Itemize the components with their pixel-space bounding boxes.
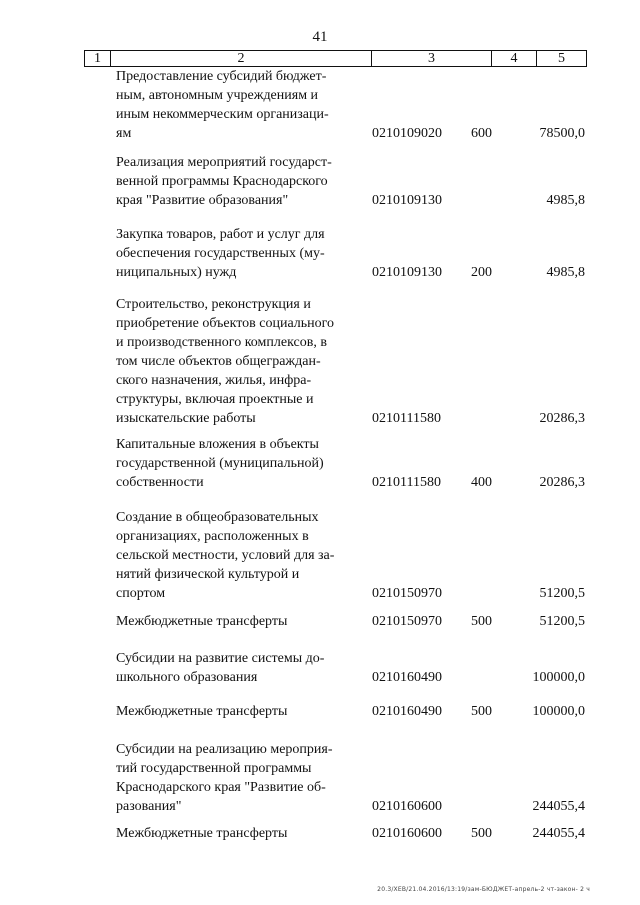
row-description xyxy=(116,295,352,428)
row-description-line: Межбюджетные трансферты xyxy=(116,704,288,719)
row-description-line: приобретение объектов социального xyxy=(116,316,335,331)
row-description xyxy=(116,740,352,816)
row-code: 0210109020 xyxy=(372,126,442,141)
row-description xyxy=(116,702,352,721)
row-amount: 20286,3 xyxy=(539,475,585,490)
row-description xyxy=(116,824,352,843)
row-amount: 244055,4 xyxy=(532,826,585,841)
row-expense-type: 200 xyxy=(471,265,492,280)
row-description-line: том числе объектов общеграждан- xyxy=(116,354,321,369)
row-description-line: Краснодарского края "Развитие об- xyxy=(116,780,326,795)
row-code: 0210150970 xyxy=(372,586,442,601)
row-description-line: обеспечения государственных (му- xyxy=(116,246,325,261)
row-code: 0210111580 xyxy=(372,475,441,490)
row-description-line: нятий физической культурой и xyxy=(116,567,300,582)
row-description-line: иным некоммерческим организаци- xyxy=(116,107,329,122)
row-amount: 51200,5 xyxy=(539,614,585,629)
row-description-line: тий государственной программы xyxy=(116,761,312,776)
row-amount: 4985,8 xyxy=(546,193,585,208)
row-code: 0210111580 xyxy=(372,411,441,426)
row-description-line: организациях, расположенных в xyxy=(116,529,309,544)
row-description-line: венной программы Краснодарского xyxy=(116,174,328,189)
row-description-line: школьного образования xyxy=(116,670,258,685)
row-description-line: Закупка товаров, работ и услуг для xyxy=(116,227,325,242)
header-col-1: 1 xyxy=(85,51,111,66)
header-col-3: 3 xyxy=(372,51,492,66)
row-description-line: структуры, включая проектные и xyxy=(116,392,314,407)
row-amount: 244055,4 xyxy=(532,799,585,814)
footer-stamp: 20.3/XEB/21.04.2016/13:19/зам-БЮДЖЕТ-апрель-2 чт-закон- 2 ч xyxy=(377,886,590,893)
row-description-line: края "Развитие образования" xyxy=(116,193,289,208)
row-description xyxy=(116,435,352,492)
row-description-line: изыскательские работы xyxy=(116,411,256,426)
row-description-line: Межбюджетные трансферты xyxy=(116,826,288,841)
row-code: 0210160490 xyxy=(372,670,442,685)
row-description-line: Капитальные вложения в объекты xyxy=(116,437,319,452)
row-expense-type: 500 xyxy=(471,826,492,841)
row-description-line: Предоставление субсидий бюджет- xyxy=(116,69,327,84)
row-description xyxy=(116,612,352,631)
row-description-line: ского назначения, жилья, инфра- xyxy=(116,373,312,388)
row-code: 0210160490 xyxy=(372,704,442,719)
row-description-line: Строительство, реконструкция и xyxy=(116,297,311,312)
row-expense-type: 400 xyxy=(471,475,492,490)
row-code: 0210109130 xyxy=(372,265,442,280)
row-description-line: Субсидии на реализацию мероприя- xyxy=(116,742,333,757)
row-description-line: ниципальных) нужд xyxy=(116,265,237,280)
row-description-line: Создание в общеобразовательных xyxy=(116,510,319,525)
row-description-line: ным, автономным учреждениям и xyxy=(116,88,319,103)
page-number: 41 xyxy=(312,29,328,45)
row-amount: 4985,8 xyxy=(546,265,585,280)
row-description xyxy=(116,508,352,603)
row-description-line: Межбюджетные трансферты xyxy=(116,614,288,629)
row-amount: 78500,0 xyxy=(539,126,585,141)
header-col-5: 5 xyxy=(558,51,565,66)
row-code: 0210160600 xyxy=(372,826,442,841)
row-description xyxy=(116,67,352,143)
row-description-line: ям xyxy=(116,126,132,141)
row-description xyxy=(116,649,352,687)
row-description-line: разования" xyxy=(116,799,182,814)
row-description-line: и производственного комплексов, в xyxy=(116,335,327,350)
header-col-2: 2 xyxy=(111,51,372,66)
row-code: 0210160600 xyxy=(372,799,442,814)
row-description xyxy=(116,153,352,210)
row-expense-type: 500 xyxy=(471,614,492,629)
row-code: 0210109130 xyxy=(372,193,442,208)
row-expense-type: 600 xyxy=(471,126,492,141)
row-amount: 100000,0 xyxy=(532,670,585,685)
row-description-line: Реализация мероприятий государст- xyxy=(116,155,332,170)
row-description-line: сельской местности, условий для за- xyxy=(116,548,335,563)
row-amount: 20286,3 xyxy=(539,411,585,426)
header-col-4: 4 xyxy=(492,51,537,66)
row-amount: 100000,0 xyxy=(532,704,585,719)
row-description-line: спортом xyxy=(116,586,166,601)
row-description-line: государственной (муниципальной) xyxy=(116,456,324,471)
table-header xyxy=(84,50,587,67)
row-amount: 51200,5 xyxy=(539,586,585,601)
row-description-line: собственности xyxy=(116,475,204,490)
row-code: 0210150970 xyxy=(372,614,442,629)
row-description-line: Субсидии на развитие системы до- xyxy=(116,651,325,666)
row-description xyxy=(116,225,352,282)
row-expense-type: 500 xyxy=(471,704,492,719)
